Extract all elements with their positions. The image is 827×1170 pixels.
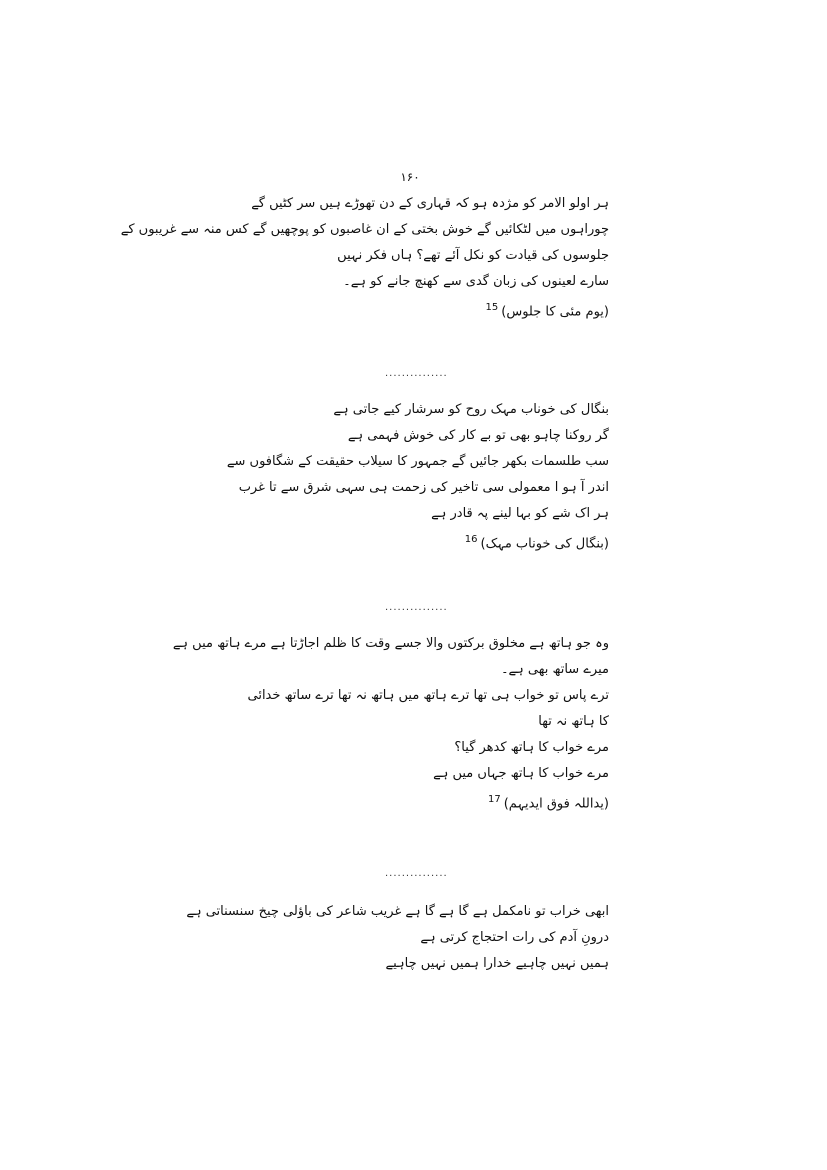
poem-line: اندر آ ہو ا معمولی سی تاخیر کی زحمت ہی سہی شرق سے تا غرب (238, 480, 609, 495)
poem-caption (189, 792, 609, 812)
poem-section-2 (189, 402, 609, 552)
footnote-number: 15 (485, 302, 499, 313)
poem-line: درونِ آدم کی رات احتجاج کرتی ہے (420, 930, 609, 945)
section-separator: ............... (385, 868, 448, 879)
poem-line: بنگال کی خوناب مہک روح کو سرشار کیے جاتی ہے (333, 402, 609, 417)
caption-text: (یداللہ فوق ایدیہم) (503, 796, 609, 812)
footnote-number: 16 (464, 534, 478, 545)
section-separator: ............... (385, 368, 448, 379)
poem-line: سارے لعینوں کی زبان گدی سے کھنچ جانے کو ہے۔ (343, 274, 609, 289)
poem-line: میرے ساتھ بھی ہے۔ (500, 662, 609, 677)
section-separator: ............... (385, 602, 448, 613)
poem-caption (189, 532, 609, 552)
poem-line: جلوسوں کی قیادت کو نکل آئے تھے؟ ہاں فکر نہیں (337, 248, 609, 263)
page-number: ۱۶۰ (400, 170, 420, 184)
poem-line: گر روکنا چاہو بھی تو بے کار کی خوش فہمی ہے (347, 428, 609, 443)
poem-line: سب طلسمات بکھر جائیں گے جمہور کا سیلاب حقیقت کے شگافوں سے (226, 454, 609, 469)
poem-line: ہر اک شے کو بہا لینے پہ قادر ہے (431, 506, 609, 521)
poem-line: وہ جو ہاتھ ہے مخلوق برکتوں والا جسے وقت کا ظلم اجاڑتا ہے مرے ہاتھ میں ہے (172, 636, 609, 651)
poem-line: چوراہوں میں لٹکائیں گے خوش بختی کے ان غاصبوں کو پوچھیں گے کس منہ سے غریبوں کے (120, 222, 609, 237)
poem-line: مرے خواب کا ہاتھ جہاں میں ہے (433, 766, 609, 781)
caption-text: (بنگال کی خوناب مہک) (480, 536, 609, 552)
poem-section-1 (120, 196, 609, 320)
poem-section-3 (172, 636, 609, 812)
poem-line: ہمیں نہیں چاہیے خدارا ہمیں نہیں چاہیے (385, 956, 609, 971)
poem-line: ابھی خراب تو نامکمل ہے گا ہے گا ہے غریب شاعر کی باؤلی چیخ سنسناتی ہے (186, 904, 609, 919)
poem-line: ہر اولو الامر کو مژدہ ہو کہ قہاری کے دن تھوڑے ہیں سر کٹیں گے (251, 196, 609, 211)
caption-text: (یوم مئی کا جلوس) (501, 304, 609, 320)
footnote-number: 17 (487, 794, 501, 805)
poem-line: کا ہاتھ نہ تھا (538, 714, 609, 729)
poem-caption (189, 300, 609, 320)
poem-line: ترے پاس تو خواب ہی تھا ترے ہاتھ میں ہاتھ نہ تھا ترے ساتھ خدائی (247, 688, 609, 703)
poem-section-4 (186, 904, 609, 982)
poem-line: مرے خواب کا ہاتھ کدھر گیا؟ (454, 740, 609, 755)
